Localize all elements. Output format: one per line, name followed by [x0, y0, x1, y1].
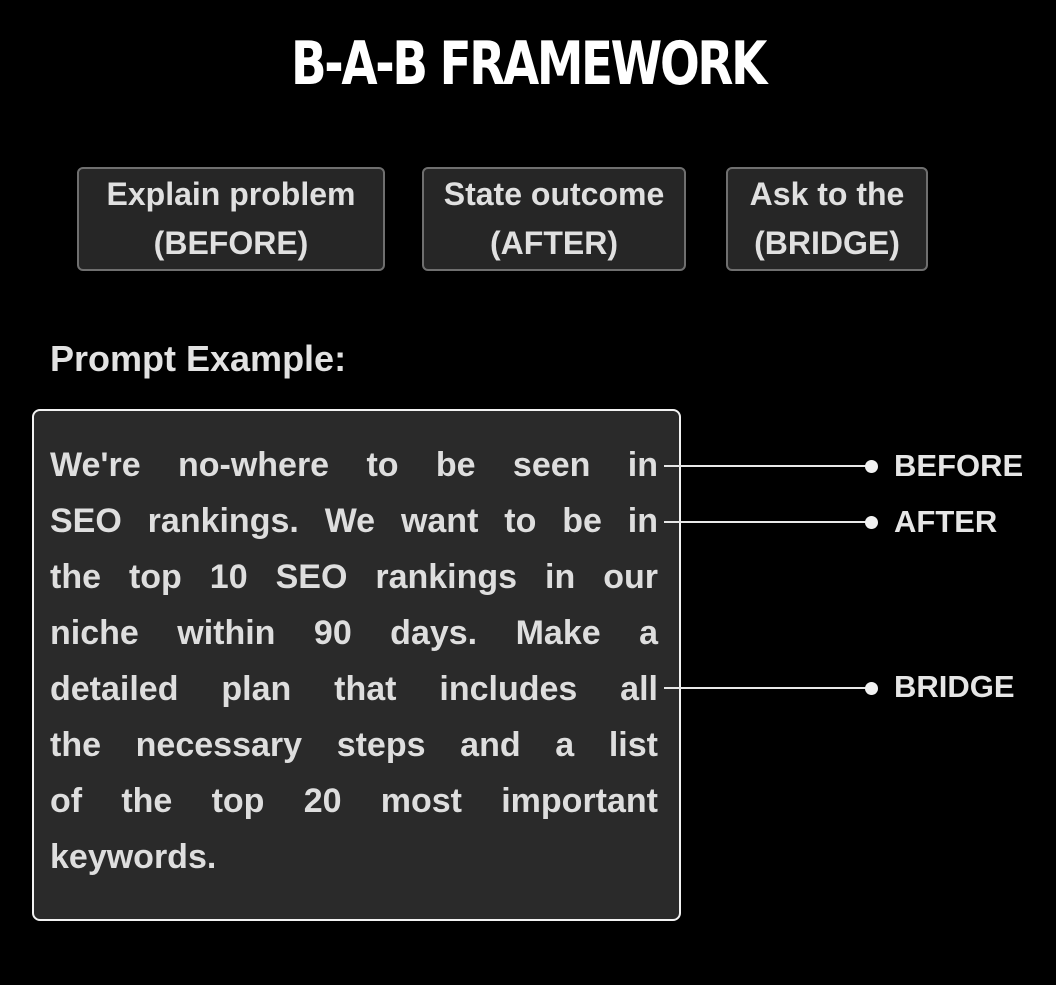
prompt-line: the top 10 SEO rankings in our [50, 558, 658, 596]
connector-line-bridge [664, 687, 872, 689]
connector-dot-bridge [865, 682, 878, 695]
connector-dot-before [865, 460, 878, 473]
prompt-line: We're no-where to be seen in [50, 446, 658, 484]
prompt-line: of the top 20 most important [50, 782, 658, 820]
page-title: B-A-B FRAMEWORK [290, 29, 766, 99]
connector-dot-after [865, 516, 878, 529]
step-label: State outcome [443, 176, 665, 212]
prompt-line: niche within 90 days. Make a [50, 614, 658, 652]
prompt-line: SEO rankings. We want to be in [50, 502, 658, 540]
step-tag: (BEFORE) [153, 225, 309, 261]
annotation-bridge: BRIDGE [894, 669, 1015, 704]
prompt-example-heading: Prompt Example: [50, 338, 347, 379]
step-label: Ask to the [749, 176, 905, 212]
step-box-after [422, 167, 686, 271]
step-box-before [77, 167, 385, 271]
annotation-after: AFTER [894, 504, 998, 539]
connector-line-after [664, 521, 872, 523]
step-label: Explain problem [106, 176, 356, 212]
step-box-bridge [726, 167, 928, 271]
connector-line-before [664, 465, 872, 467]
step-tag: (BRIDGE) [754, 225, 900, 261]
annotation-before: BEFORE [894, 448, 1024, 483]
prompt-line: keywords. [50, 838, 217, 876]
step-tag: (AFTER) [490, 225, 618, 261]
prompt-line: detailed plan that includes all [50, 670, 658, 708]
prompt-line: the necessary steps and a list [50, 726, 658, 764]
